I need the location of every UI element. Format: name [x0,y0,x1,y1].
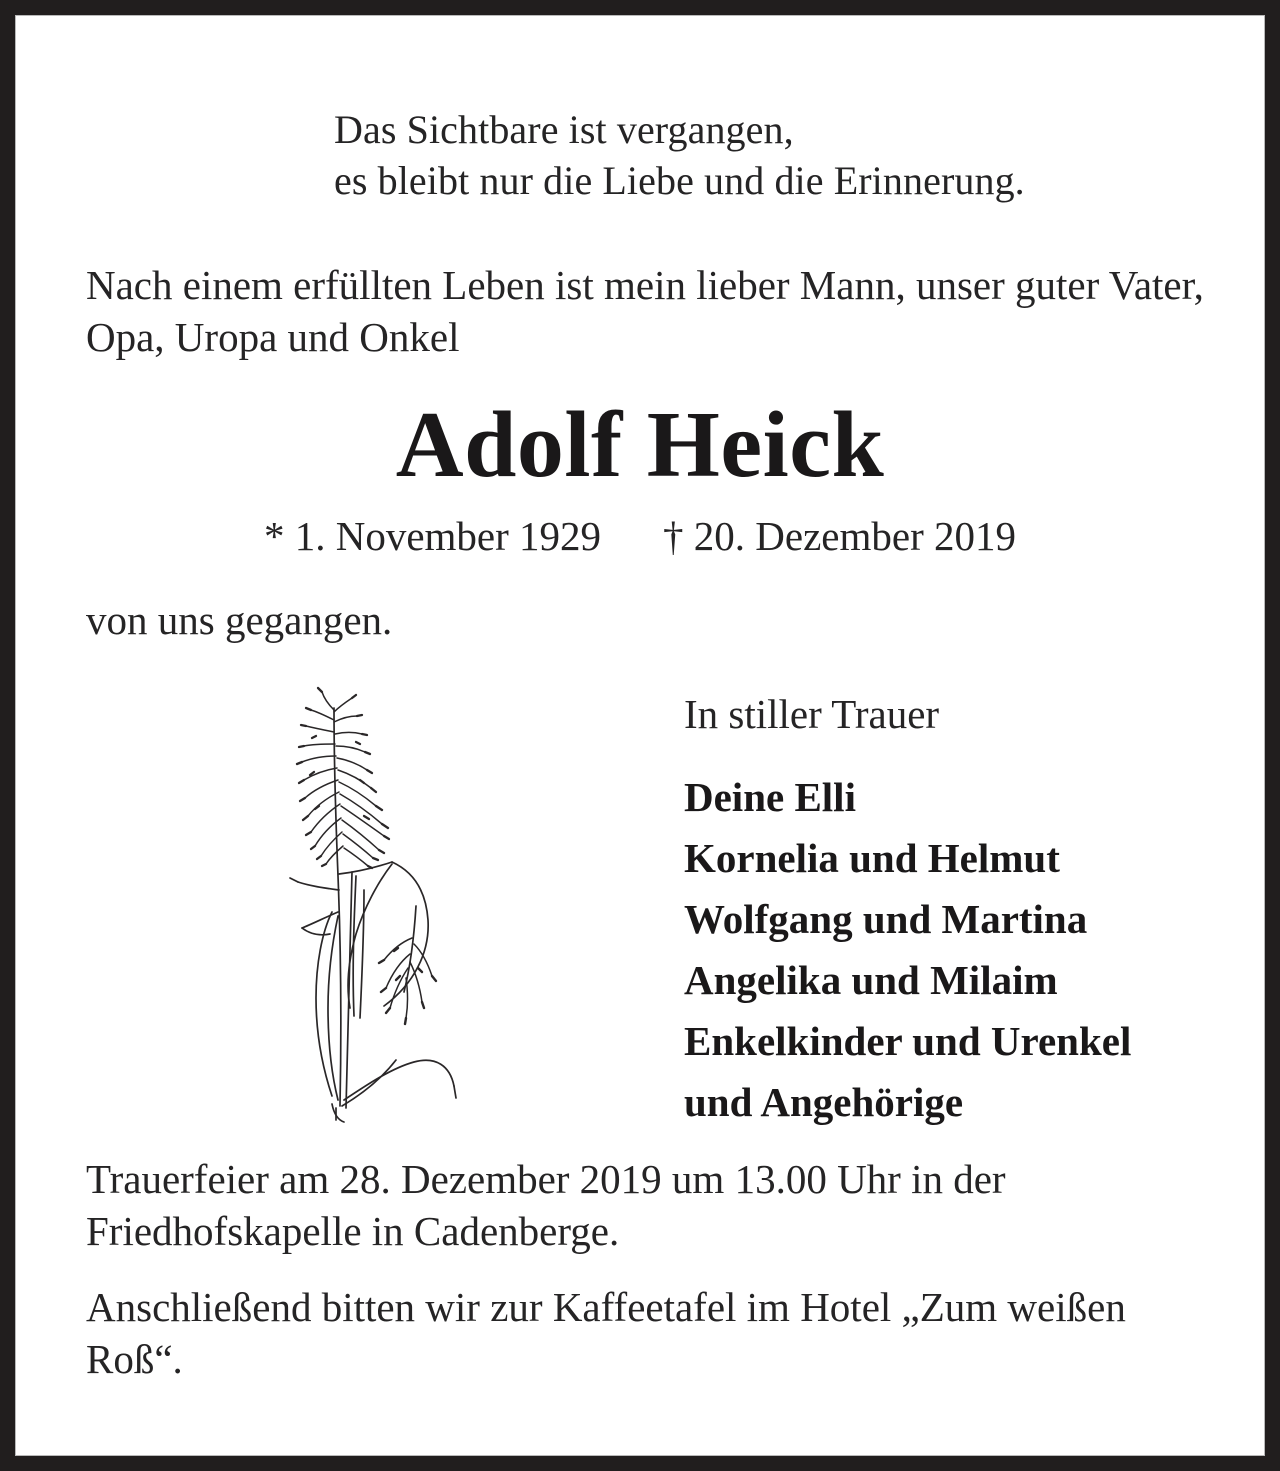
mourning-block [684,689,1244,1133]
epitaph-line-1: Das Sichtbare ist vergangen, [334,107,794,152]
epitaph-quote [334,104,1254,206]
list-item: Enkelkinder und Urenkel [684,1018,1132,1064]
list-item: Angelika und Milaim [684,957,1058,1003]
death-date-group [663,513,1016,559]
mourner-list [684,767,1244,1133]
list-item: und Angehörige [684,1079,964,1125]
list-item: Kornelia und Helmut [684,835,1060,881]
funeral-service-info: Trauerfeier am 28. Dezember 2019 um 13.00 Uhr in der Friedhofskapelle in Cadenberge. [86,1156,1006,1254]
list-item: Deine Elli [684,774,856,820]
life-dates [16,511,1264,561]
deceased-name: Adolf Heick [395,393,885,497]
notice-inner-panel [15,15,1265,1456]
birth-date: 1. November 1929 [294,513,602,559]
reception-info: Anschließend bitten wir zur Kaffeetafel im Hotel „Zum weißen Roß“. [86,1284,1126,1382]
mourning-heading: In stiller Trauer [684,691,940,737]
grass-plant-illustration [264,676,494,1136]
birth-star-icon: * [263,513,285,559]
epitaph-line-2: es bleibt nur die Liebe und die Erinnerung. [334,158,1025,203]
closing-text: von uns gegangen. [86,597,393,643]
list-item: Wolfgang und Martina [684,896,1088,942]
cross-dagger-icon: † [663,513,684,559]
intro-text: Nach einem erfüllten Leben ist mein lieber Mann, unser guter Vater, Opa, Uropa und Onkel [86,262,1204,360]
birth-date-group [264,513,601,559]
death-date: 20. Dezember 2019 [693,513,1016,559]
